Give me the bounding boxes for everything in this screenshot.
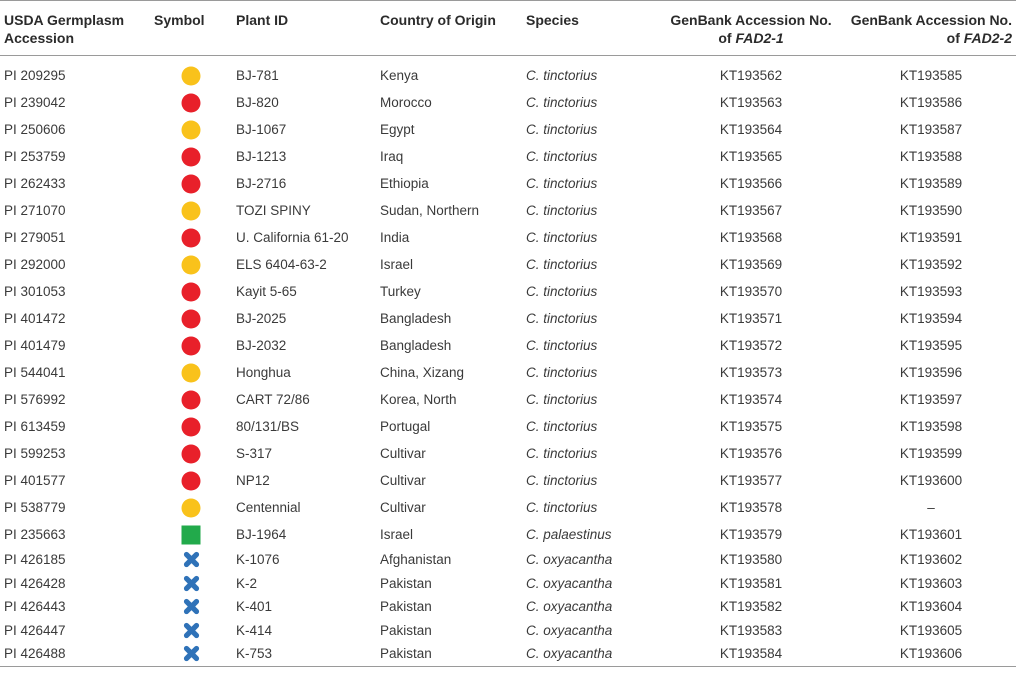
header-plant-id: Plant ID bbox=[232, 1, 376, 56]
cell-fad21: KT193570 bbox=[719, 284, 783, 299]
cell-species: C. tinctorius bbox=[526, 149, 598, 164]
table-row bbox=[0, 278, 1016, 305]
cell-symbol bbox=[150, 170, 232, 197]
header-fad21-line1: GenBank Accession No. bbox=[670, 12, 832, 28]
cell-plant-id: BJ-2716 bbox=[236, 176, 287, 191]
cell-fad21: KT193571 bbox=[719, 311, 783, 326]
cell-fad22: KT193596 bbox=[899, 365, 963, 380]
cell-country: Korea, North bbox=[380, 392, 457, 407]
cell-plant-id: CART 72/86 bbox=[236, 392, 310, 407]
header-accession-line2: Accession bbox=[4, 30, 75, 46]
cell-accession: PI 271070 bbox=[4, 203, 66, 218]
cell-fad22: – bbox=[927, 500, 935, 515]
cell-fad21: KT193567 bbox=[719, 203, 783, 218]
red-circle-icon bbox=[181, 309, 201, 329]
orange-circle-icon bbox=[181, 201, 201, 221]
cell-fad21: KT193562 bbox=[719, 68, 783, 83]
cell-country: Kenya bbox=[380, 68, 419, 83]
header-symbol: Symbol bbox=[150, 1, 232, 56]
table-row bbox=[0, 595, 1016, 619]
cell-fad22: KT193604 bbox=[899, 599, 963, 615]
table-row bbox=[0, 440, 1016, 467]
cell-plant-id: U. California 61-20 bbox=[236, 230, 349, 245]
header-fad22-of: of bbox=[946, 30, 964, 46]
red-circle-icon bbox=[181, 390, 201, 410]
cell-plant-id: K-753 bbox=[232, 642, 376, 666]
cell-accession: PI 239042 bbox=[4, 95, 66, 110]
cell-country: Cultivar bbox=[380, 446, 426, 461]
cell-symbol bbox=[150, 642, 232, 666]
cell-symbol bbox=[150, 494, 232, 521]
blue-cross-icon bbox=[183, 622, 200, 639]
cell-fad21: KT193583 bbox=[719, 622, 783, 638]
header-species: Species bbox=[522, 1, 656, 56]
cell-fad22: KT193586 bbox=[899, 95, 963, 110]
cell-species: C. tinctorius bbox=[526, 338, 598, 353]
cell-fad21: KT193575 bbox=[719, 419, 783, 434]
cell-country: Egypt bbox=[380, 122, 415, 137]
cell-species: C. palaestinus bbox=[526, 527, 612, 542]
cell-fad22: KT193593 bbox=[899, 284, 963, 299]
header-country: Country of Origin bbox=[376, 1, 522, 56]
table-row bbox=[0, 56, 1016, 90]
cell-country: Cultivar bbox=[380, 500, 426, 515]
cell-species: C. tinctorius bbox=[526, 257, 598, 272]
cell-species: C. oxyacantha bbox=[522, 642, 656, 666]
cell-country: Afghanistan bbox=[380, 552, 452, 568]
cell-species: C. oxyacantha bbox=[526, 622, 613, 638]
cell-plant-id: BJ-2025 bbox=[236, 311, 287, 326]
cell-symbol bbox=[150, 413, 232, 440]
cell-accession: PI 292000 bbox=[4, 257, 66, 272]
cell-country: Cultivar bbox=[380, 473, 426, 488]
table-row bbox=[0, 386, 1016, 413]
cell-fad22: KT193591 bbox=[899, 230, 963, 245]
cell-accession: PI 613459 bbox=[4, 419, 66, 434]
cell-fad21: KT193576 bbox=[719, 446, 783, 461]
blue-cross-icon bbox=[183, 598, 200, 615]
blue-cross-icon bbox=[183, 575, 200, 592]
cell-accession: PI 426447 bbox=[4, 622, 66, 638]
header-fad21-gene: FAD2-1 bbox=[735, 30, 784, 46]
cell-species: C. tinctorius bbox=[526, 473, 598, 488]
cell-fad21: KT193577 bbox=[719, 473, 783, 488]
cell-species: C. tinctorius bbox=[526, 203, 598, 218]
table-row bbox=[0, 642, 1016, 666]
cell-plant-id: BJ-781 bbox=[236, 68, 279, 83]
cell-fad22: KT193589 bbox=[899, 176, 963, 191]
cell-species: C. tinctorius bbox=[526, 446, 598, 461]
cell-plant-id: 80/131/BS bbox=[236, 419, 300, 434]
cell-fad22: KT193588 bbox=[899, 149, 963, 164]
cell-species: C. oxyacantha bbox=[526, 599, 613, 615]
cell-plant-id: NP12 bbox=[236, 473, 270, 488]
header-fad22 bbox=[846, 1, 1016, 56]
cell-symbol bbox=[150, 197, 232, 224]
cell-species: C. tinctorius bbox=[526, 419, 598, 434]
cell-fad21: KT193578 bbox=[719, 500, 783, 515]
cell-fad21: KT193563 bbox=[719, 95, 783, 110]
cell-accession: PI 401472 bbox=[4, 311, 66, 326]
cell-accession: PI 279051 bbox=[4, 230, 66, 245]
cell-plant-id: TOZI SPINY bbox=[236, 203, 311, 218]
cell-country: Pakistan bbox=[380, 599, 432, 615]
cell-country: Pakistan bbox=[376, 642, 522, 666]
cell-fad22: KT193606 bbox=[846, 642, 1016, 666]
cell-country: Portugal bbox=[380, 419, 431, 434]
cell-plant-id: Kayit 5-65 bbox=[236, 284, 297, 299]
orange-circle-icon bbox=[181, 120, 201, 140]
cell-plant-id: BJ-1067 bbox=[236, 122, 287, 137]
cell-species: C. tinctorius bbox=[526, 230, 598, 245]
cell-fad22: KT193601 bbox=[899, 527, 963, 542]
cell-country: Pakistan bbox=[380, 622, 432, 638]
cell-fad21: KT193564 bbox=[719, 122, 783, 137]
cell-country: Israel bbox=[380, 527, 414, 542]
table-row bbox=[0, 521, 1016, 548]
green-square-icon bbox=[181, 525, 201, 545]
cell-country: Iraq bbox=[380, 149, 404, 164]
cell-fad21: KT193574 bbox=[719, 392, 783, 407]
cell-accession: PI 401577 bbox=[4, 473, 66, 488]
table-row bbox=[0, 467, 1016, 494]
cell-country: Morocco bbox=[380, 95, 432, 110]
cell-accession: PI 426443 bbox=[4, 599, 66, 615]
cell-plant-id: K-401 bbox=[236, 599, 273, 615]
cell-species: C. oxyacantha bbox=[526, 552, 613, 568]
table-header bbox=[0, 1, 1016, 56]
cell-symbol bbox=[150, 251, 232, 278]
cell-symbol bbox=[150, 572, 232, 596]
cell-plant-id: BJ-820 bbox=[236, 95, 279, 110]
cell-symbol bbox=[150, 224, 232, 251]
cell-symbol bbox=[150, 332, 232, 359]
cell-symbol bbox=[150, 548, 232, 572]
cell-species: C. tinctorius bbox=[526, 284, 598, 299]
cell-fad21: KT193573 bbox=[719, 365, 783, 380]
table-row bbox=[0, 224, 1016, 251]
red-circle-icon bbox=[181, 444, 201, 464]
cell-country: India bbox=[380, 230, 410, 245]
cell-plant-id: K-414 bbox=[236, 622, 273, 638]
cell-symbol bbox=[150, 595, 232, 619]
red-circle-icon bbox=[181, 282, 201, 302]
cell-country: Turkey bbox=[380, 284, 421, 299]
cell-species: C. tinctorius bbox=[526, 365, 598, 380]
header-fad22-line1: GenBank Accession No. bbox=[850, 12, 1012, 28]
cell-species: C. tinctorius bbox=[526, 176, 598, 191]
cell-accession: PI 426185 bbox=[4, 552, 66, 568]
cell-country: China, Xizang bbox=[380, 365, 465, 380]
cell-plant-id: BJ-2032 bbox=[236, 338, 287, 353]
cell-species: C. oxyacantha bbox=[526, 575, 613, 591]
cell-symbol bbox=[150, 619, 232, 643]
cell-accession: PI 426488 bbox=[0, 642, 150, 666]
cell-symbol bbox=[150, 359, 232, 386]
header-accession-line1: USDA Germplasm bbox=[4, 12, 125, 28]
cell-country: Israel bbox=[380, 257, 414, 272]
cell-species: C. tinctorius bbox=[526, 500, 598, 515]
red-circle-icon bbox=[181, 147, 201, 167]
orange-circle-icon bbox=[181, 498, 201, 518]
cell-symbol bbox=[150, 521, 232, 548]
cell-plant-id: K-1076 bbox=[236, 552, 280, 568]
cell-species: C. tinctorius bbox=[526, 311, 598, 326]
cell-country: Ethiopia bbox=[380, 176, 429, 191]
header-fad21 bbox=[656, 1, 846, 56]
cell-fad22: KT193592 bbox=[899, 257, 963, 272]
cell-fad21: KT193579 bbox=[719, 527, 783, 542]
table-row bbox=[0, 359, 1016, 386]
cell-country: Bangladesh bbox=[380, 311, 452, 326]
cell-fad21: KT193566 bbox=[719, 176, 783, 191]
cell-fad22: KT193600 bbox=[899, 473, 963, 488]
cell-fad21: KT193572 bbox=[719, 338, 783, 353]
cell-plant-id: S-317 bbox=[236, 446, 273, 461]
cell-species: C. tinctorius bbox=[526, 392, 598, 407]
cell-fad22: KT193595 bbox=[899, 338, 963, 353]
table-row bbox=[0, 143, 1016, 170]
cell-plant-id: BJ-1213 bbox=[236, 149, 287, 164]
red-circle-icon bbox=[181, 93, 201, 113]
cell-symbol bbox=[150, 386, 232, 413]
red-circle-icon bbox=[181, 228, 201, 248]
cell-country: Pakistan bbox=[380, 575, 432, 591]
cell-plant-id: ELS 6404-63-2 bbox=[236, 257, 327, 272]
cell-accession: PI 401479 bbox=[4, 338, 66, 353]
cell-fad21: KT193580 bbox=[719, 552, 783, 568]
blue-cross-icon bbox=[183, 551, 200, 568]
table-row bbox=[0, 170, 1016, 197]
cell-species: C. tinctorius bbox=[526, 95, 598, 110]
cell-fad22: KT193597 bbox=[899, 392, 963, 407]
orange-circle-icon bbox=[181, 255, 201, 275]
orange-circle-icon bbox=[181, 363, 201, 383]
cell-symbol bbox=[150, 56, 232, 90]
header-accession bbox=[0, 1, 150, 56]
table-row bbox=[0, 305, 1016, 332]
table-row bbox=[0, 251, 1016, 278]
cell-accession: PI 250606 bbox=[4, 122, 66, 137]
cell-accession: PI 426428 bbox=[4, 575, 66, 591]
cell-plant-id: K-2 bbox=[236, 575, 258, 591]
cell-symbol bbox=[150, 440, 232, 467]
cell-accession: PI 301053 bbox=[4, 284, 66, 299]
cell-fad22: KT193590 bbox=[899, 203, 963, 218]
cell-symbol bbox=[150, 305, 232, 332]
red-circle-icon bbox=[181, 471, 201, 491]
cell-fad22: KT193587 bbox=[899, 122, 963, 137]
cell-country: Sudan, Northern bbox=[380, 203, 480, 218]
cell-accession: PI 544041 bbox=[4, 365, 66, 380]
cell-fad22: KT193585 bbox=[899, 68, 963, 83]
cell-accession: PI 253759 bbox=[4, 149, 66, 164]
cell-accession: PI 538779 bbox=[4, 500, 66, 515]
cell-fad21: KT193584 bbox=[656, 642, 846, 666]
cell-plant-id: Honghua bbox=[236, 365, 291, 380]
cell-accession: PI 262433 bbox=[4, 176, 66, 191]
table-row bbox=[0, 548, 1016, 572]
cell-fad22: KT193603 bbox=[899, 575, 963, 591]
table-row bbox=[0, 619, 1016, 643]
cell-symbol bbox=[150, 467, 232, 494]
cell-fad22: KT193598 bbox=[899, 419, 963, 434]
table-row bbox=[0, 413, 1016, 440]
header-row bbox=[0, 1, 1016, 56]
blue-cross-icon bbox=[183, 645, 200, 662]
cell-symbol bbox=[150, 89, 232, 116]
cell-fad21: KT193581 bbox=[719, 575, 783, 591]
cell-country: Bangladesh bbox=[380, 338, 452, 353]
cell-species: C. tinctorius bbox=[526, 122, 598, 137]
table-row bbox=[0, 89, 1016, 116]
cell-species: C. tinctorius bbox=[526, 68, 598, 83]
cell-fad21: KT193569 bbox=[719, 257, 783, 272]
cell-fad22: KT193594 bbox=[899, 311, 963, 326]
header-fad21-of: of bbox=[718, 30, 736, 46]
cell-fad21: KT193565 bbox=[719, 149, 783, 164]
cell-accession: PI 599253 bbox=[4, 446, 66, 461]
cell-accession: PI 209295 bbox=[4, 68, 66, 83]
cell-fad22: KT193599 bbox=[899, 446, 963, 461]
cell-plant-id: BJ-1964 bbox=[236, 527, 287, 542]
cell-fad22: KT193605 bbox=[899, 622, 963, 638]
header-fad22-gene: FAD2-2 bbox=[963, 30, 1012, 46]
table-row bbox=[0, 197, 1016, 224]
red-circle-icon bbox=[181, 174, 201, 194]
cell-symbol bbox=[150, 278, 232, 305]
cell-accession: PI 576992 bbox=[4, 392, 66, 407]
cell-plant-id: Centennial bbox=[236, 500, 301, 515]
cell-fad22: KT193602 bbox=[899, 552, 963, 568]
red-circle-icon bbox=[181, 417, 201, 437]
cell-symbol bbox=[150, 116, 232, 143]
table-row bbox=[0, 572, 1016, 596]
orange-circle-icon bbox=[181, 66, 201, 86]
red-circle-icon bbox=[181, 336, 201, 356]
cell-symbol bbox=[150, 143, 232, 170]
table-row bbox=[0, 116, 1016, 143]
table-row bbox=[0, 332, 1016, 359]
cell-accession: PI 235663 bbox=[4, 527, 66, 542]
cell-fad21: KT193582 bbox=[719, 599, 783, 615]
table-row bbox=[0, 494, 1016, 521]
cell-fad21: KT193568 bbox=[719, 230, 783, 245]
table-body bbox=[0, 56, 1016, 667]
